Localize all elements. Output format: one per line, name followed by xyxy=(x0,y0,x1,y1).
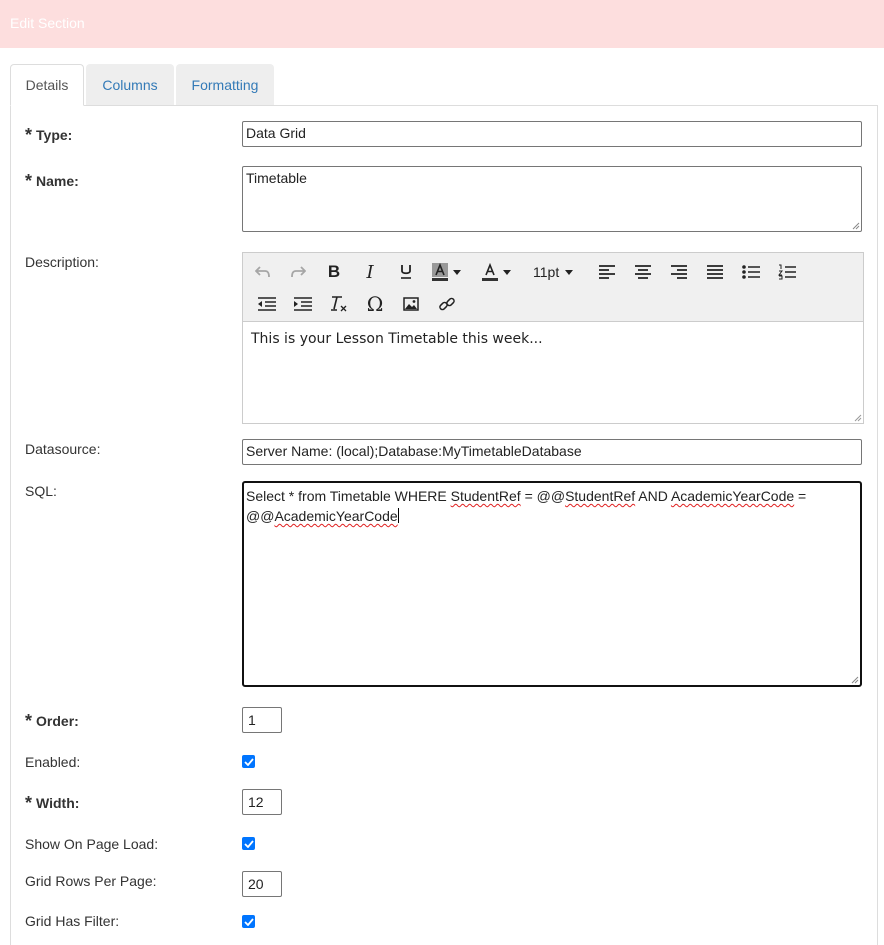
description-editor[interactable] xyxy=(242,252,864,424)
tab-columns[interactable]: Columns xyxy=(86,64,174,105)
order-label: * Order: xyxy=(25,711,79,731)
required-marker: * xyxy=(25,711,33,731)
align-right-icon[interactable] xyxy=(666,260,692,284)
editor-toolbar xyxy=(243,253,863,322)
width-field[interactable]: 12 xyxy=(242,789,282,815)
type-field[interactable]: Data Grid xyxy=(242,121,862,147)
background-color-icon[interactable] xyxy=(427,260,453,284)
width-label: * Width: xyxy=(25,793,80,813)
grid-rows-per-page-label: Grid Rows Per Page: xyxy=(25,873,157,889)
datasource-label: Datasource: xyxy=(25,441,101,457)
spellcheck-word: AcademicYearCode xyxy=(274,508,398,524)
underline-icon[interactable] xyxy=(393,260,419,284)
show-on-page-load-checkbox[interactable] xyxy=(242,837,255,850)
order-field[interactable]: 1 xyxy=(242,707,282,733)
resize-grip-icon[interactable] xyxy=(851,221,860,230)
enabled-label: Enabled: xyxy=(25,754,81,770)
text-cursor xyxy=(398,508,399,523)
tab-formatting[interactable]: Formatting xyxy=(176,64,274,105)
special-character-icon[interactable]: Ω xyxy=(366,292,384,316)
background-color-dropdown-icon[interactable] xyxy=(451,260,463,284)
required-marker: * xyxy=(25,125,33,145)
grid-rows-per-page-field[interactable]: 20 xyxy=(242,871,282,897)
checkmark-icon xyxy=(244,840,254,848)
align-left-icon[interactable] xyxy=(594,260,620,284)
resize-grip-icon[interactable] xyxy=(850,675,859,684)
align-center-icon[interactable] xyxy=(630,260,656,284)
justify-icon[interactable] xyxy=(702,260,728,284)
spellcheck-word: StudentRef xyxy=(450,488,521,504)
text-color-icon[interactable] xyxy=(477,260,503,284)
undo-icon[interactable] xyxy=(250,260,276,284)
clear-formatting-icon[interactable] xyxy=(326,292,352,316)
resize-grip-icon[interactable] xyxy=(853,413,862,422)
outdent-icon[interactable] xyxy=(254,292,280,316)
redo-icon[interactable] xyxy=(285,260,311,284)
name-field-value: Timetable xyxy=(246,170,307,186)
editor-content[interactable]: This is your Lesson Timetable this week... xyxy=(251,331,543,347)
font-size-select[interactable] xyxy=(533,260,581,284)
link-icon[interactable] xyxy=(434,292,460,316)
sql-label: SQL: xyxy=(25,483,57,499)
modal-title: Edit Section xyxy=(10,15,85,31)
spellcheck-word: AcademicYearCode xyxy=(670,488,795,504)
show-on-page-load-label: Show On Page Load: xyxy=(25,836,159,852)
bullet-list-icon[interactable] xyxy=(738,260,764,284)
tab-details[interactable]: Details xyxy=(10,64,84,106)
italic-icon[interactable]: I xyxy=(366,261,374,283)
spellcheck-word: StudentRef xyxy=(565,488,636,504)
type-label: * Type: xyxy=(25,125,73,145)
bold-icon[interactable]: B xyxy=(327,262,341,281)
checkmark-icon xyxy=(244,918,254,926)
text-color-dropdown-icon[interactable] xyxy=(501,260,513,284)
font-size-value: 11pt xyxy=(533,264,560,280)
required-marker: * xyxy=(25,793,33,813)
description-label: Description: xyxy=(25,254,99,270)
numbered-list-icon[interactable] xyxy=(774,260,800,284)
checkmark-icon xyxy=(244,758,254,766)
indent-icon[interactable] xyxy=(290,292,316,316)
name-field[interactable] xyxy=(242,166,862,232)
datasource-field[interactable]: Server Name: (local);Database:MyTimetableDatabase xyxy=(242,439,862,465)
sql-field[interactable]: Select * from Timetable WHERE StudentRef = @@StudentRef AND AcademicYearCode = @@AcademicYearCode xyxy=(242,481,862,687)
image-icon[interactable] xyxy=(398,292,424,316)
enabled-checkbox[interactable] xyxy=(242,755,255,768)
required-marker: * xyxy=(25,171,33,191)
modal-header xyxy=(0,0,884,48)
chevron-down-icon xyxy=(565,270,573,275)
grid-has-filter-checkbox[interactable] xyxy=(242,915,255,928)
name-label: * Name: xyxy=(25,171,79,191)
grid-has-filter-label: Grid Has Filter: xyxy=(25,913,120,929)
